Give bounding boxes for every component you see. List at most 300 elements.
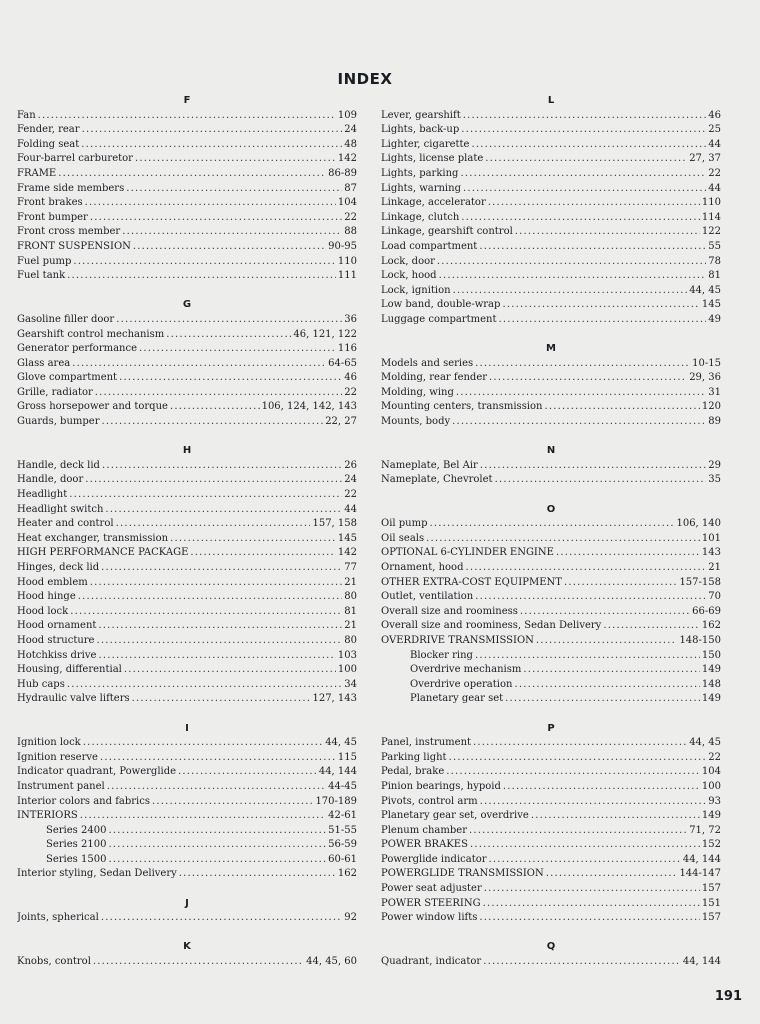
index-entry <box>17 269 357 284</box>
entry-pages: 44, 144 <box>682 853 721 865</box>
section-letter: K <box>183 941 191 953</box>
index-entry <box>17 415 357 430</box>
index-entry <box>381 838 721 853</box>
index-entry <box>17 663 357 678</box>
entry-pages: 110 <box>701 197 721 209</box>
index-entry <box>381 736 721 751</box>
index-entry <box>17 371 357 386</box>
entry-pages: 142 <box>337 153 357 165</box>
entry-pages: 148 <box>701 678 721 690</box>
dot-leader <box>437 255 706 270</box>
index-entry <box>381 882 721 897</box>
index-entry <box>381 605 721 620</box>
index-column-right <box>381 94 721 970</box>
dot-leader <box>122 225 342 240</box>
entry-label: Lights, parking <box>381 167 459 179</box>
section-spacer <box>381 430 721 445</box>
entry-pages: 27, 37 <box>689 153 721 165</box>
entry-label: OPTIONAL 6-CYLINDER ENGINE <box>381 547 554 559</box>
entry-pages: 35 <box>708 474 721 486</box>
section-letter: P <box>547 722 555 734</box>
entry-label: Ignition reserve <box>17 751 98 763</box>
entry-pages: 127, 143 <box>312 693 357 705</box>
index-entry <box>17 649 357 664</box>
entry-pages: 157 <box>701 883 721 895</box>
dot-leader <box>475 649 700 664</box>
index-entry <box>381 386 721 401</box>
index-entry <box>381 532 721 547</box>
index-entry <box>381 152 721 167</box>
entry-pages: 44-45 <box>328 780 357 792</box>
index-entry <box>17 211 357 226</box>
index-entry <box>381 649 721 664</box>
index-entry <box>17 809 357 824</box>
entry-pages: 162 <box>701 620 721 632</box>
index-entry <box>17 765 357 780</box>
page-number: 191 <box>714 989 742 1004</box>
index-entry <box>17 109 357 124</box>
dot-leader <box>426 532 700 547</box>
dot-leader <box>116 517 311 532</box>
entry-label: Load compartment <box>381 240 478 252</box>
index-entry <box>381 225 721 240</box>
entry-pages: 22 <box>708 167 721 179</box>
entry-label: Handle, door <box>17 474 84 486</box>
entry-label: Glass area <box>17 357 71 369</box>
entry-label: Glove compartment <box>17 372 118 384</box>
entry-pages: 21 <box>344 620 357 632</box>
dot-leader <box>102 459 342 474</box>
entry-label: Overdrive operation <box>410 678 513 690</box>
entry-pages: 86-89 <box>328 167 357 179</box>
dot-leader <box>152 795 313 810</box>
entry-pages: 56-59 <box>328 839 357 851</box>
entry-pages: 103 <box>337 649 357 661</box>
entry-pages: 46 <box>708 109 721 121</box>
dot-leader <box>515 225 700 240</box>
entry-label: Front brakes <box>17 197 83 209</box>
dot-leader <box>108 853 326 868</box>
index-entry <box>17 532 357 547</box>
entry-label: Nameplate, Bel Air <box>381 459 478 471</box>
entry-pages: 122 <box>701 226 721 238</box>
entry-label: Folding seat <box>17 138 80 150</box>
dot-leader <box>471 138 706 153</box>
dot-leader <box>463 109 707 124</box>
index-entry <box>17 853 357 868</box>
entry-label: Overall size and roominess <box>381 605 518 617</box>
index-entry <box>381 619 721 634</box>
index-entry <box>381 298 721 313</box>
entry-pages: 142 <box>337 547 357 559</box>
index-entry <box>17 824 357 839</box>
entry-label: Power window lifts <box>381 912 478 924</box>
entry-pages: 81 <box>344 605 357 617</box>
dot-leader <box>489 853 681 868</box>
index-entry <box>381 255 721 270</box>
dot-leader <box>126 182 342 197</box>
dot-leader <box>93 955 304 970</box>
dot-leader <box>446 765 700 780</box>
index-entry <box>17 313 357 328</box>
dot-leader <box>603 619 700 634</box>
entry-pages: 71, 72 <box>689 824 721 836</box>
dot-leader <box>101 561 342 576</box>
entry-label: Models and series <box>381 357 474 369</box>
index-entry <box>17 955 357 970</box>
entry-label: Lever, gearshift <box>381 109 461 121</box>
dot-leader <box>38 109 336 124</box>
dot-leader <box>488 196 700 211</box>
index-entry <box>17 182 357 197</box>
entry-pages: 36 <box>344 313 357 325</box>
entry-pages: 162 <box>337 868 357 880</box>
dot-leader <box>132 692 311 707</box>
entry-label: Lights, back-up <box>381 124 460 136</box>
section-letter: Q <box>546 941 556 953</box>
index-entry <box>381 182 721 197</box>
entry-pages: 92 <box>344 912 357 924</box>
entry-label: Front bumper <box>17 211 88 223</box>
index-entry <box>17 795 357 810</box>
index-entry <box>17 692 357 707</box>
entry-pages: 143 <box>701 547 721 559</box>
entry-label: Molding, rear fender <box>381 372 488 384</box>
dot-leader <box>178 765 317 780</box>
index-entry <box>17 386 357 401</box>
entry-label: Lights, license plate <box>381 153 484 165</box>
section-spacer <box>381 488 721 503</box>
entry-pages: 44, 45 <box>325 737 357 749</box>
dot-leader <box>564 576 678 591</box>
entry-label: Overall size and roominess, Sedan Delivery <box>381 620 602 632</box>
entry-pages: 106, 124, 142, 143 <box>261 401 357 413</box>
index-entry <box>381 400 721 415</box>
entry-label: Mounts, body <box>381 416 451 428</box>
index-entry <box>381 751 721 766</box>
entry-label: Instrument panel <box>17 780 105 792</box>
dot-leader <box>72 357 326 372</box>
dot-leader <box>67 678 342 693</box>
dot-leader <box>170 532 336 547</box>
index-entry <box>381 897 721 912</box>
index-entry <box>17 400 357 415</box>
entry-label: POWER BRAKES <box>381 839 468 851</box>
entry-pages: 22 <box>708 751 721 763</box>
entry-label: Nameplate, Chevrolet <box>381 474 493 486</box>
index-entry <box>381 561 721 576</box>
index-entry <box>381 138 721 153</box>
entry-pages: 157, 158 <box>312 518 357 530</box>
entry-label: Gasoline filler door <box>17 313 115 325</box>
page-title: INDEX <box>337 70 393 88</box>
dot-leader <box>461 211 700 226</box>
entry-label: Fan <box>17 109 36 121</box>
dot-leader <box>480 795 707 810</box>
entry-label: POWERGLIDE TRANSMISSION <box>381 868 544 880</box>
index-entry <box>17 240 357 255</box>
index-entry <box>17 751 357 766</box>
index-entry <box>381 473 721 488</box>
index-entry <box>17 561 357 576</box>
section-letter: H <box>182 445 192 457</box>
entry-label: HIGH PERFORMANCE PACKAGE <box>17 547 189 559</box>
dot-leader <box>546 867 678 882</box>
entry-pages: 49 <box>708 313 721 325</box>
dot-leader <box>170 400 260 415</box>
entry-pages: 26 <box>344 459 357 471</box>
dot-leader <box>460 167 706 182</box>
index-entry <box>17 138 357 153</box>
entry-label: Pivots, control arm <box>381 795 478 807</box>
entry-label: Luggage compartment <box>381 313 497 325</box>
dot-leader <box>484 882 700 897</box>
entry-label: Fuel tank <box>17 270 66 282</box>
entry-pages: 157 <box>701 912 721 924</box>
section-spacer <box>17 926 357 941</box>
entry-label: Hood lock <box>17 605 69 617</box>
entry-label: Series 2100 <box>46 839 107 851</box>
entry-label: Generator performance <box>17 343 138 355</box>
entry-pages: 66-69 <box>692 605 721 617</box>
entry-pages: 48 <box>344 138 357 150</box>
dot-leader <box>102 415 324 430</box>
entry-pages: 42-61 <box>328 810 357 822</box>
dot-leader <box>469 824 687 839</box>
entry-label: FRAME <box>17 167 57 179</box>
entry-label: Oil seals <box>381 532 425 544</box>
entry-pages: 89 <box>708 416 721 428</box>
entry-label: Oil pump <box>381 518 428 530</box>
dot-leader <box>479 240 706 255</box>
index-entry <box>381 167 721 182</box>
entry-pages: 115 <box>337 751 357 763</box>
dot-leader <box>85 196 336 211</box>
entry-pages: 87 <box>344 182 357 194</box>
dot-leader <box>107 780 326 795</box>
index-entry <box>17 123 357 138</box>
entry-pages: 114 <box>701 211 721 223</box>
entry-label: Powerglide indicator <box>381 853 487 865</box>
index-column-left <box>17 94 357 970</box>
dot-leader <box>90 576 343 591</box>
entry-label: OTHER EXTRA-COST EQUIPMENT <box>381 576 562 588</box>
dot-leader <box>480 459 706 474</box>
entry-pages: 44 <box>344 503 357 515</box>
index-entry <box>381 955 721 970</box>
dot-leader <box>489 371 687 386</box>
dot-leader <box>101 911 342 926</box>
dot-leader <box>449 751 707 766</box>
dot-leader <box>514 678 699 693</box>
index-entry <box>17 473 357 488</box>
entry-pages: 104 <box>337 197 357 209</box>
entry-pages: 22 <box>344 489 357 501</box>
entry-pages: 116 <box>337 343 357 355</box>
dot-leader <box>139 342 336 357</box>
entry-label: Indicator quadrant, Powerglide <box>17 766 177 778</box>
dot-leader <box>479 911 700 926</box>
entry-label: Fuel pump <box>17 255 72 267</box>
entry-label: Pinion bearings, hypoid <box>381 780 501 792</box>
dot-leader <box>67 269 336 284</box>
entry-label: Frame side members <box>17 182 125 194</box>
entry-label: Ornament, hood <box>381 562 464 573</box>
entry-label: OVERDRIVE TRANSMISSION <box>381 634 534 646</box>
dot-leader <box>531 809 700 824</box>
index-entry <box>381 284 721 299</box>
index-entry <box>381 853 721 868</box>
entry-pages: 149 <box>701 693 721 705</box>
index-entry <box>381 415 721 430</box>
dot-leader <box>90 211 342 226</box>
entry-pages: 24 <box>344 124 357 136</box>
entry-pages: 81 <box>708 270 721 282</box>
dot-leader <box>483 955 681 970</box>
entry-label: Interior colors and fabrics <box>17 795 150 807</box>
entry-label: Plenum chamber <box>381 824 467 836</box>
dot-leader <box>108 824 326 839</box>
dot-leader <box>473 736 687 751</box>
entry-label: POWER STEERING <box>381 897 481 909</box>
dot-leader <box>116 313 342 328</box>
index-entry <box>17 838 357 853</box>
entry-label: Series 2400 <box>46 824 107 836</box>
entry-pages: 44, 144 <box>682 956 721 968</box>
dot-leader <box>70 605 342 620</box>
index-entry <box>381 678 721 693</box>
index-entry <box>17 328 357 343</box>
entry-pages: 44 <box>708 138 721 150</box>
entry-label: Linkage, accelerator <box>381 197 486 209</box>
entry-pages: 88 <box>344 226 357 238</box>
entry-pages: 29 <box>708 459 721 471</box>
index-entry <box>381 780 721 795</box>
index-entry <box>381 459 721 474</box>
index-entry <box>17 225 357 240</box>
entry-label: Pedal, brake <box>381 766 445 778</box>
entry-label: Housing, differential <box>17 664 122 676</box>
index-entry <box>17 488 357 503</box>
index-entry <box>381 692 721 707</box>
index-entry <box>17 546 357 561</box>
index-entry <box>381 867 721 882</box>
entry-label: Hinges, deck lid <box>17 562 100 573</box>
entry-pages: 21 <box>708 562 721 573</box>
dot-leader <box>461 123 706 138</box>
index-entry <box>17 780 357 795</box>
index-entry <box>17 590 357 605</box>
entry-label: Parking light <box>381 751 447 763</box>
section-spacer <box>381 926 721 941</box>
entry-label: Planetary gear set, overdrive <box>381 810 529 822</box>
index-entry <box>17 736 357 751</box>
index-entry <box>17 459 357 474</box>
dot-leader <box>190 546 336 561</box>
dot-leader <box>495 473 707 488</box>
entry-pages: 70 <box>708 591 721 603</box>
entry-pages: 44, 45 <box>689 284 721 296</box>
entry-label: Hydraulic valve lifters <box>17 693 130 705</box>
entry-pages: 44, 144 <box>318 766 357 778</box>
entry-pages: 22 <box>344 211 357 223</box>
index-entry <box>17 867 357 882</box>
index-entry <box>381 634 721 649</box>
dot-leader <box>498 313 706 328</box>
entry-pages: 10-15 <box>692 357 721 369</box>
entry-label: Fender, rear <box>17 124 80 136</box>
dot-leader <box>166 328 291 343</box>
entry-pages: 46, 121, 122 <box>293 328 357 340</box>
entry-label: Headlight switch <box>17 503 104 515</box>
index-entry <box>381 663 721 678</box>
section-letter: F <box>183 95 191 106</box>
entry-pages: 149 <box>701 810 721 822</box>
dot-leader <box>81 138 342 153</box>
entry-pages: 29, 36 <box>689 372 721 384</box>
index-entry <box>381 196 721 211</box>
entry-label: Panel, instrument <box>381 737 472 749</box>
dot-leader <box>108 838 326 853</box>
entry-pages: 51-55 <box>328 824 357 836</box>
section-letter: G <box>182 299 192 311</box>
dot-leader <box>98 619 342 634</box>
entry-pages: 104 <box>701 766 721 778</box>
index-entry <box>17 619 357 634</box>
entry-label: Overdrive mechanism <box>410 664 522 676</box>
dot-leader <box>523 663 700 678</box>
index-entry <box>17 167 357 182</box>
dot-leader <box>430 517 675 532</box>
dot-leader <box>485 152 687 167</box>
dot-leader <box>453 284 688 299</box>
entry-label: Power seat adjuster <box>381 883 482 895</box>
entry-label: Mounting centers, transmission <box>381 401 543 413</box>
dot-leader <box>179 867 336 882</box>
entry-pages: 148-150 <box>679 634 721 646</box>
entry-label: Lock, door <box>381 255 435 267</box>
entry-label: Hotchkiss drive <box>17 649 97 661</box>
dot-leader <box>536 634 678 649</box>
dot-leader <box>100 751 336 766</box>
dot-leader <box>556 546 700 561</box>
entry-label: Interior styling, Sedan Delivery <box>17 868 177 880</box>
index-entry <box>17 503 357 518</box>
entry-pages: 149 <box>701 664 721 676</box>
section-spacer <box>17 882 357 897</box>
entry-label: Handle, deck lid <box>17 459 100 471</box>
index-entry <box>381 240 721 255</box>
index-entry <box>17 605 357 620</box>
entry-label: Front cross member <box>17 226 121 238</box>
dot-leader <box>69 488 342 503</box>
entry-pages: 22, 27 <box>325 416 357 428</box>
entry-label: Hood ornament <box>17 620 97 632</box>
dot-leader <box>85 473 342 488</box>
entry-pages: 170-189 <box>315 795 357 807</box>
dot-leader <box>83 736 323 751</box>
section-spacer <box>17 430 357 445</box>
index-entry <box>381 809 721 824</box>
dot-leader <box>73 255 336 270</box>
index-entry <box>381 269 721 284</box>
entry-label: Lighter, cigarette <box>381 138 470 150</box>
entry-pages: 101 <box>701 532 721 544</box>
index-entry <box>381 313 721 328</box>
entry-label: Guards, bumper <box>17 416 100 428</box>
index-entry <box>17 342 357 357</box>
entry-label: INTERIORS <box>17 810 78 822</box>
